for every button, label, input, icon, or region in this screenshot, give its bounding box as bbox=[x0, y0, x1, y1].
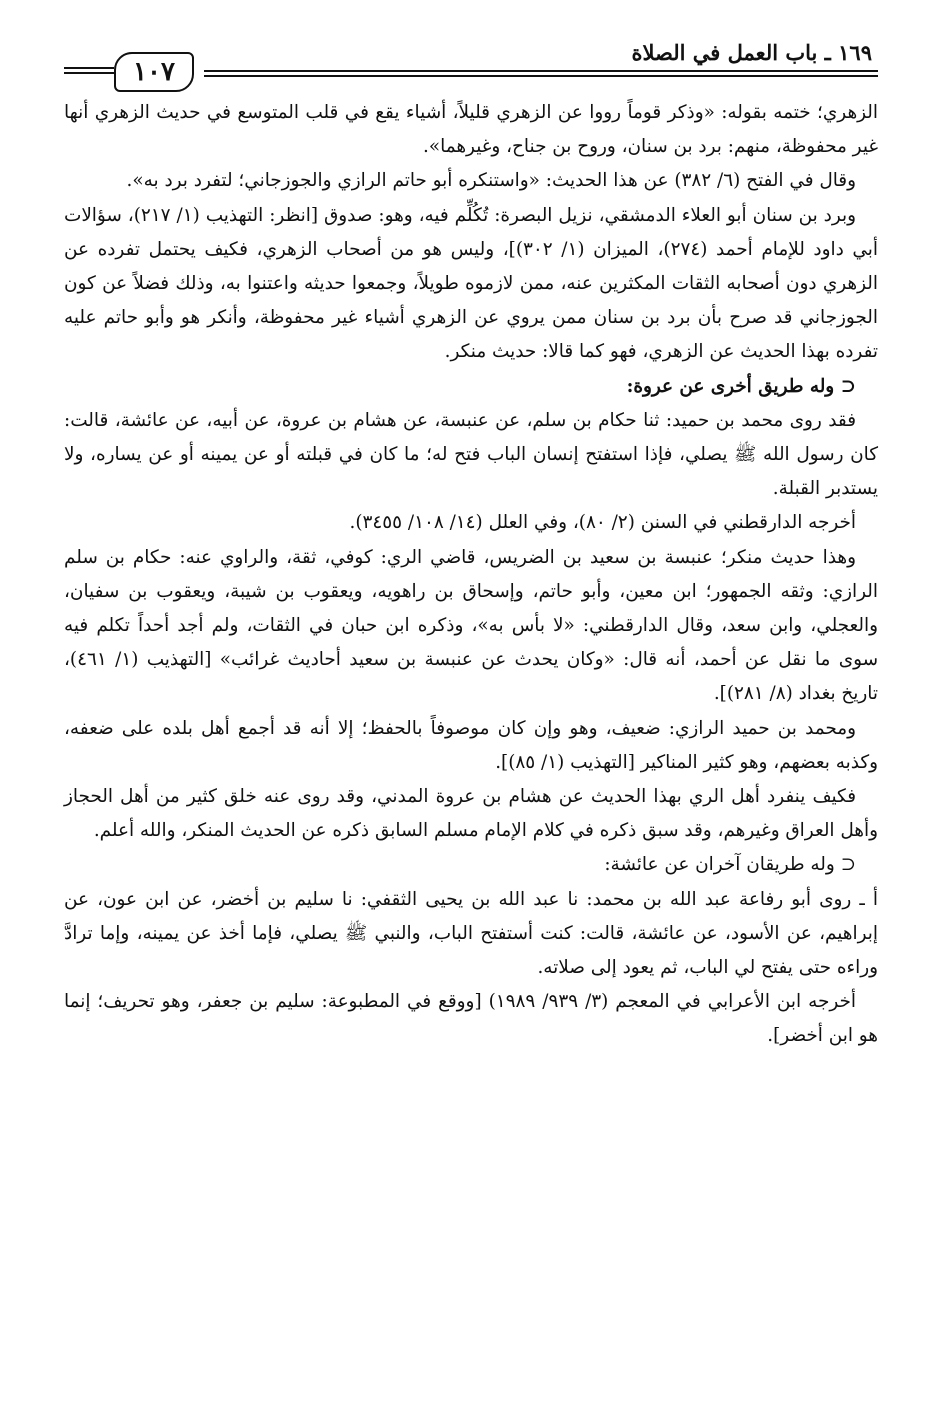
section-heading: ⊂ وله طريقان آخران عن عائشة: bbox=[604, 854, 856, 876]
header-rule bbox=[204, 75, 878, 77]
paragraph: أخرجه ابن الأعرابي في المعجم (٣/ ٩٣٩/ ١٩٨٩) [ووقع في المطبوعة: سليم بن جعفر، وهو تحريف؛ إنما هو ابن أخضر]. bbox=[64, 991, 878, 1047]
page-header bbox=[64, 40, 878, 92]
paragraph: فكيف ينفرد أهل الري بهذا الحديث عن هشام بن عروة المدني، وقد روى عنه خلق كثير من أهل الحجاز وأهل العراق وغيرهم، وقد سبق ذكره في كلام الإمام مسلم السابق ذكره عن الحديث المنكر، والله أعلم. bbox=[64, 786, 878, 842]
page-body bbox=[64, 96, 878, 1054]
paragraph: ومحمد بن حميد الرازي: ضعيف، وهو وإن كان موصوفاً بالحفظ؛ إلا أنه قد أجمع أهل بلده على ضعفه، وكذبه بعضهم، وهو كثير المناكير [التهذيب (١/ ٨٥)]. bbox=[64, 717, 878, 773]
header-rule bbox=[64, 67, 114, 69]
page-number: ١٠٧ bbox=[114, 52, 194, 92]
paragraph: وبرد بن سنان أبو العلاء الدمشقي، نزيل البصرة: تُكُلِّم فيه، وهو: صدوق [انظر: التهذيب (١/ ٢١٧)، سؤالات أبي داود للإمام أحمد (٢٧٤)، الميزان (١/ ٣٠٢)]، وليس هو من أصحاب الزهري، فكيف يحتمل تفرده عن الزهري دون أصحابه الثقات المكثرين عنه، ممن لازموه طويلاً، وجمعوا حديثه واعتنوا به، وذلك فضلاً عن كون الجوزجاني قد صرح بأن برد بن سنان ممن يروي عن الزهري أشياء غير محفوظة، وأنكر هو وأبو حاتم عليه تفرده بهذا الحديث عن الزهري، فهو كما قالا: حديث منكر. bbox=[64, 204, 878, 363]
paragraph: الزهري؛ ختمه بقوله: «وذكر قوماً رووا عن الزهري قليلاً، أشياء يقع في قلب المتوسع في حديث الزهري أنها غير محفوظة، منهم: برد بن سنان، وروح بن جناح، وغيرهما». bbox=[64, 102, 878, 158]
header-rule bbox=[204, 70, 878, 72]
paragraph: أخرجه الدارقطني في السنن (٢/ ٨٠)، وفي العلل (١٤/ ١٠٨/ ٣٤٥٥). bbox=[349, 512, 856, 534]
section-heading: ⊂ وله طريق أخرى عن عروة: bbox=[626, 375, 856, 397]
paragraph: أ ـ روى أبو رفاعة عبد الله بن محمد: نا عبد الله بن يحيى الثقفي: نا سليم بن أخضر، عن ابن عون، عن إبراهيم، عن الأسود، عن عائشة، قالت: كنت أستفتح الباب، والنبي ﷺ يصلي، فإما أخذ عن يمينه، وإما ترادَّ وراءه حتى يفتح لي الباب، ثم يعود إلى صلاته. bbox=[64, 888, 878, 979]
paragraph: فقد روى محمد بن حميد: ثنا حكام بن سلم، عن عنبسة، عن هشام بن عروة، عن أبيه، عن عائشة، قالت: كان رسول الله ﷺ يصلي، فإذا استفتح إنسان الباب فتح له؛ ما كان في قبلته أو عن يمينه أو عن يساره، ولا يستدبر القبلة. bbox=[64, 409, 878, 500]
paragraph: وقال في الفتح (٦/ ٣٨٢) عن هذا الحديث: «واستنكره أبو حاتم الرازي والجوزجاني؛ لتفرد برد به». bbox=[126, 170, 856, 192]
paragraph: وهذا حديث منكر؛ عنبسة بن سعيد بن الضريس، قاضي الري: كوفي، ثقة، والراوي عنه: حكام بن سلم الرازي: وثقه الجمهور؛ ابن معين، وأبو حاتم، وإسحاق بن راهويه، ويعقوب بن شيبة، ويعقوب بن سفيان، والعجلي، وابن سعد، وقال الدارقطني: «لا بأس به»، وذكره ابن حبان في الثقات، ولم أجد أحداً تكلم فيه سوى ما نقل عن أحمد، أنه قال: «وكان يحدث عن عنبسة بن سعيد أحاديث غرائب» [التهذيب (١/ ٤٦١)، تاريخ بغداد (٨/ ٢٨١)]. bbox=[64, 546, 879, 705]
running-title: ١٦٩ ـ باب العمل في الصلاة bbox=[631, 40, 872, 65]
header-rule bbox=[64, 72, 114, 74]
